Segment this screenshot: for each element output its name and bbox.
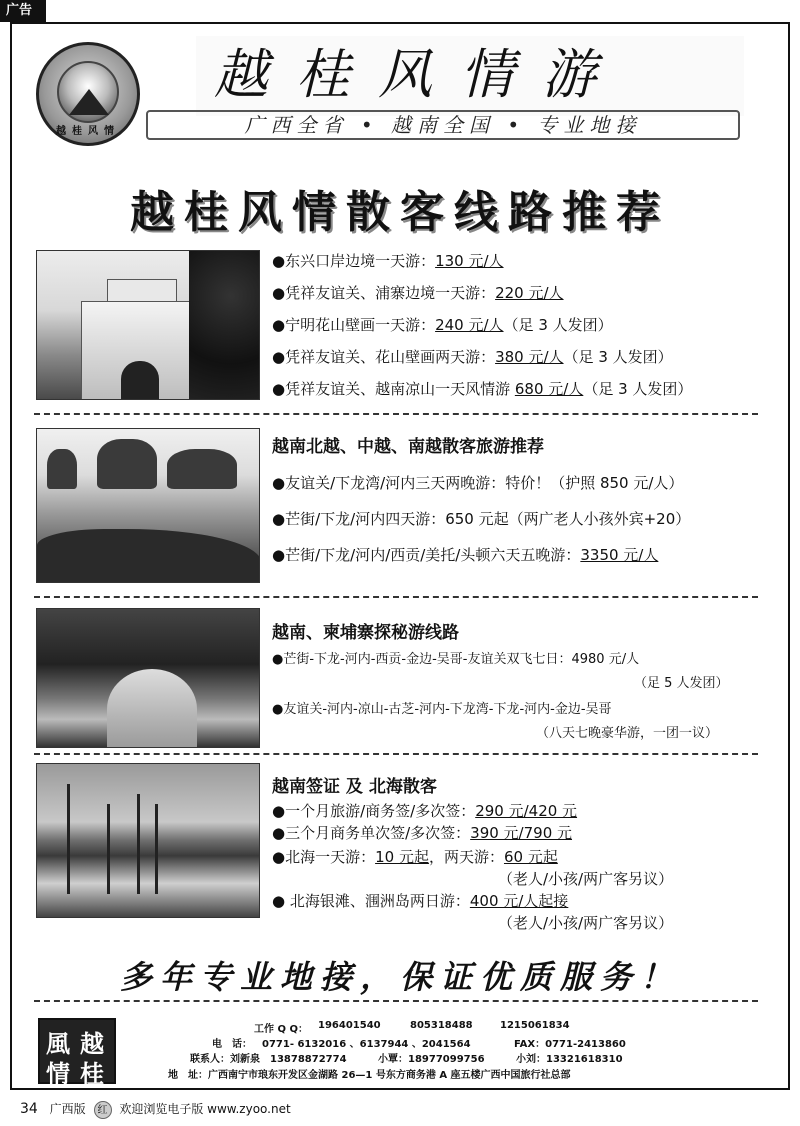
tel-label: 电 话： (212, 1039, 252, 1050)
list-item: ●东兴口岸边境一天游：130 元/人 (272, 252, 504, 270)
logo-text: 越桂风情 (56, 126, 120, 137)
list-item-note: （足 5 人发团） (634, 676, 729, 691)
section-title: 越南、柬埔寨探秘游线路 (272, 623, 459, 643)
divider (34, 596, 758, 598)
qq-label: 工作 Q Q： (254, 1024, 308, 1035)
slogan: 多年专业地接，保证优质服务！ (119, 958, 680, 996)
section-title: 越南北越、中越、南越散客旅游推荐 (272, 437, 544, 457)
page-footer (20, 1100, 291, 1119)
badge-icon: 红 (94, 1101, 112, 1119)
tel-number: 0771- 6132016 、6137944 、2041564 (262, 1039, 471, 1050)
list-item: ●芒街-下龙-河内-西贡-金边-吴哥-友谊关双飞七日：4980 元/人 (272, 652, 640, 667)
qq-number: 1215061834 (500, 1020, 570, 1031)
border-gate-photo (36, 250, 260, 400)
brand-logo (36, 42, 140, 146)
contact-person: 小刘：13321618310 (516, 1054, 623, 1065)
list-item-note: （老人/小孩/两广客另议） (498, 914, 674, 932)
qq-number: 196401540 (318, 1020, 381, 1031)
list-item: ●一个月旅游/商务签/多次签：290 元/420 元 (272, 802, 578, 820)
address: 地 址：广西南宁市琅东开发区金湖路 26—1 号东方商务港 A 座五楼广西中国旅行社总部 (168, 1070, 571, 1081)
ad-label: 广告 (0, 0, 46, 22)
list-item: ●凭祥友谊关、越南凉山一天风情游 680 元/人（足 3 人发团） (272, 380, 693, 398)
page-number: 34 (20, 1101, 38, 1117)
halong-bay-photo (36, 428, 260, 583)
list-item: ●三个月商务单次签/多次签：390 元/790 元 (272, 824, 573, 842)
list-item: ●凭祥友谊关、花山壁画两天游：380 元/人（足 3 人发团） (272, 348, 673, 366)
divider (34, 1000, 758, 1002)
list-item: ●芒街/下龙/河内四天游：650 元起（两广老人小孩外宾+20） (272, 510, 691, 528)
divider (34, 753, 758, 755)
site-link[interactable]: 欢迎浏览电子版 www.zyoo.net (119, 1102, 291, 1116)
list-item: ●芒街/下龙/河内/西贡/美托/头顿六天五晚游：3350 元/人 (272, 546, 659, 564)
divider (34, 413, 758, 415)
qq-number: 805318488 (410, 1020, 473, 1031)
list-item: ●北海一天游：10 元起，两天游：60 元起 (272, 848, 558, 866)
list-item-note: （老人/小孩/两广客另议） (498, 870, 674, 888)
fax-number: FAX：0771-2413860 (514, 1039, 626, 1050)
mekong-river-photo (36, 608, 260, 748)
list-item: ●友谊关/下龙湾/河内三天两晚游：特价！（护照 850 元/人） (272, 474, 684, 492)
brand-tagline: 广西全省 • 越南全国 • 专业地接 (146, 110, 740, 140)
headline: 越桂风情散客线路推荐 (130, 187, 670, 238)
contact-person: 联系人：刘新泉 13878872774 (190, 1054, 347, 1065)
section-title: 越南签证 及 北海散客 (272, 777, 437, 797)
list-item: ●友谊关-河内-凉山-古芝-河内-下龙湾-下龙-河内-金边-吴哥 (272, 702, 612, 717)
brand-title: 越桂风情游 (214, 43, 624, 106)
edition-label: 广西版 (49, 1102, 86, 1116)
list-item: ●宁明花山壁画一天游：240 元/人（足 3 人发团） (272, 316, 613, 334)
list-item: ●凭祥友谊关、浦寨边境一天游：220 元/人 (272, 284, 564, 302)
footer-logo: 風 越 情 桂 (38, 1018, 116, 1084)
list-item-note: （八天七晚豪华游，一团一议） (536, 726, 719, 741)
list-item: ● 北海银滩、涠洲岛两日游：400 元/人起接 (272, 892, 569, 910)
beach-photo (36, 763, 260, 918)
contact-person: 小覃：18977099756 (378, 1054, 485, 1065)
